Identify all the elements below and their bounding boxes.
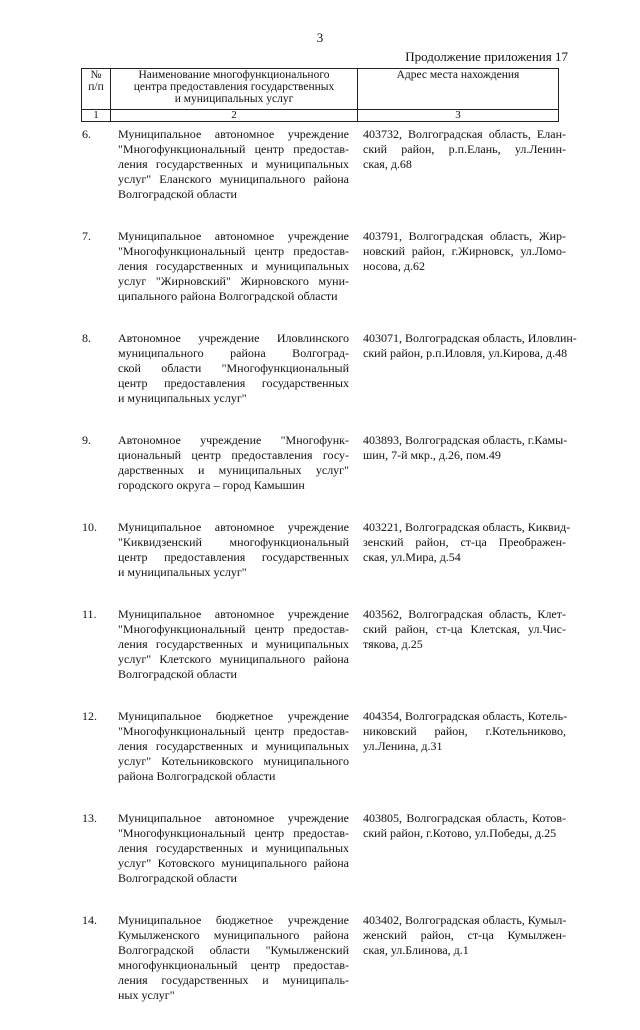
entry-row [0,433,640,493]
header-name-line: Наименование многофункционального [138,69,330,81]
center-name [118,913,349,1003]
entry-row [0,607,640,682]
center-address [363,331,577,361]
center-name-line: Муниципальное автономное учреждение [118,520,349,534]
center-address-line: 404354, Волгоградская область, Котель- [363,709,568,723]
center-name-line: Муниципальное бюджетное учреждение [118,709,349,723]
entries-list [0,127,640,1030]
header-number-line: п/п [88,81,104,93]
center-name-line: Волгоградской области [118,667,237,681]
center-address [363,229,566,274]
center-name-line: центр предоставления государственных [118,376,349,390]
header-number-cell [82,69,111,110]
center-address-line: женский район, ст-ца Кумылжен- [363,928,566,942]
center-address-line: ский район, ст-ца Клетская, ул.Чис- [363,622,566,636]
center-name-line: "Многофункциональный центр предостав- [118,724,349,738]
column-number-3: 3 [358,110,559,122]
center-name-line: дарственных и муниципальных услуг" [118,463,349,477]
center-address-line: новский район, г.Жирновск, ул.Ломо- [363,244,566,258]
center-address [363,709,566,754]
header-address-line: Адрес места нахождения [396,69,520,81]
center-name-line: Автономное учреждение "Многофунк- [118,433,349,447]
center-address-line: шин, 7-й мкр., д.26, пом.49 [363,448,501,462]
center-address [363,433,566,463]
center-address [363,913,566,958]
column-number-1: 1 [82,110,111,122]
center-name [118,229,349,304]
center-name-line: Волгоградской области [118,187,237,201]
center-address-line: 403893, Волгоградская область, г.Камы- [363,433,568,447]
entry-row [0,709,640,784]
center-name-line: ления государственных и муниципальных [118,157,349,171]
center-name-line: "Многофункциональный центр предостав- [118,142,349,156]
center-name-line: ных услуг" [118,988,175,1002]
entry-number: 7. [82,229,91,243]
entry-number: 14. [82,913,97,927]
center-name-line: циональный центр предоставления госу- [118,448,349,462]
center-address-line: 403562, Волгоградская область, Клет- [363,607,566,621]
center-address-line: тякова, д.25 [363,637,423,651]
center-name-line: Муниципальное автономное учреждение [118,127,349,141]
entry-number: 8. [82,331,91,345]
center-name-line: услуг "Жирновский" Жирновского муни- [118,274,349,288]
center-address-line: 403732, Волгоградская область, Елан- [363,127,566,141]
header-name-line: центра предоставления государственных [133,81,335,93]
center-name-line: Муниципальное автономное учреждение [118,811,349,825]
entry-number: 11. [82,607,97,621]
center-name-line: "Многофункциональный центр предостав- [118,622,349,636]
center-address-line: 403791, Волгоградская область, Жир- [363,229,566,243]
center-name-line: Волгоградской области [118,871,237,885]
center-address-line: ская, ул.Блинова, д.1 [363,943,469,957]
center-name-line: ления государственных и муниципальных [118,841,349,855]
center-name-line: ления государственных и муниципальных [118,259,349,273]
center-name-line: ской области "Многофункциональный [118,361,349,375]
center-name-line: услуг" Котельниковского муниципального [118,754,349,768]
center-name [118,709,349,784]
center-name-line: ления государственных и муниципаль- [118,973,349,987]
center-name-line: центр предоставления государственных [118,550,349,564]
center-name-line: городского округа – город Камышин [118,478,305,492]
appendix-note: Продолжение приложения 17 [405,49,568,64]
center-name-line: Муниципальное автономное учреждение [118,607,349,621]
center-name-line: и муниципальных услуг" [118,391,247,405]
center-name-line: "Многофункциональный центр предостав- [118,826,349,840]
entry-number: 13. [82,811,97,825]
center-name-line: Муниципальное бюджетное учреждение [118,913,349,927]
center-address-line: 403221, Волгоградская область, Киквид- [363,520,571,534]
center-address-line: зенский район, ст-ца Преображен- [363,535,566,549]
center-address-line: ский район, р.п.Елань, ул.Ленин- [363,142,566,156]
center-address [363,520,571,565]
center-name [118,127,349,202]
entry-row [0,229,640,304]
center-address-line: ский район, р.п.Иловля, ул.Кирова, д.48 [363,346,568,360]
entry-number: 10. [82,520,97,534]
center-name-line: услуг" Котовского муниципального района [118,856,349,870]
center-address-line: ский район, г.Котово, ул.Победы, д.25 [363,826,557,840]
center-name-line: ления государственных и муниципальных [118,637,349,651]
header-address-cell [358,69,559,110]
center-name [118,811,349,886]
center-address-line: носова, д.62 [363,259,425,273]
center-name-line: ления государственных и муниципальных [118,739,349,753]
header-number-line: № [90,69,102,81]
center-name [118,520,349,580]
center-address-line: 403071, Волгоградская область, Иловлин- [363,331,577,345]
center-name-line: услуг" Еланского муниципального района [118,172,349,186]
header-name-cell [111,69,358,110]
center-name-line: Автономное учреждение Иловлинского [118,331,349,345]
center-name-line: Кумылженского муниципального района [118,928,349,942]
center-name-line: Муниципальное автономное учреждение [118,229,349,243]
center-name-line: ципального района Волгоградской области [118,289,338,303]
center-name-line: и муниципальных услуг" [118,565,247,579]
center-address-line: ул.Ленина, д.31 [363,739,443,753]
center-name-line: многофункциональный центр предостав- [118,958,349,972]
center-name-line: муниципального района Волгоград- [118,346,349,360]
center-address-line: ская, ул.Мира, д.54 [363,550,461,564]
center-address [363,811,566,841]
page-number: 3 [316,30,324,45]
center-name-line: "Многофункциональный центр предостав- [118,244,349,258]
center-name [118,433,349,493]
center-address-line: 403805, Волгоградская область, Котов- [363,811,566,825]
entry-row [0,811,640,886]
center-name-line: района Волгоградской области [118,769,276,783]
center-address-line: никовский район, г.Котельниково, [363,724,566,738]
entry-number: 12. [82,709,97,723]
header-table [81,68,559,122]
header-name-line: и муниципальных услуг [174,93,294,105]
entry-row [0,520,640,580]
entry-row [0,127,640,202]
entry-row [0,913,640,1003]
center-name [118,331,349,406]
column-number-2: 2 [111,110,358,122]
entry-number: 9. [82,433,91,447]
center-name [118,607,349,682]
center-address-line: ская, д.68 [363,157,412,171]
entry-row [0,331,640,406]
center-address [363,607,566,652]
center-name-line: Волгоградской области "Кумылженский [118,943,349,957]
center-address-line: 403402, Волгоградская область, Кумыл- [363,913,567,927]
entry-number: 6. [82,127,91,141]
center-address [363,127,566,172]
center-name-line: "Киквидзенский многофункциональный [118,535,349,549]
center-name-line: услуг" Клетского муниципального района [118,652,349,666]
